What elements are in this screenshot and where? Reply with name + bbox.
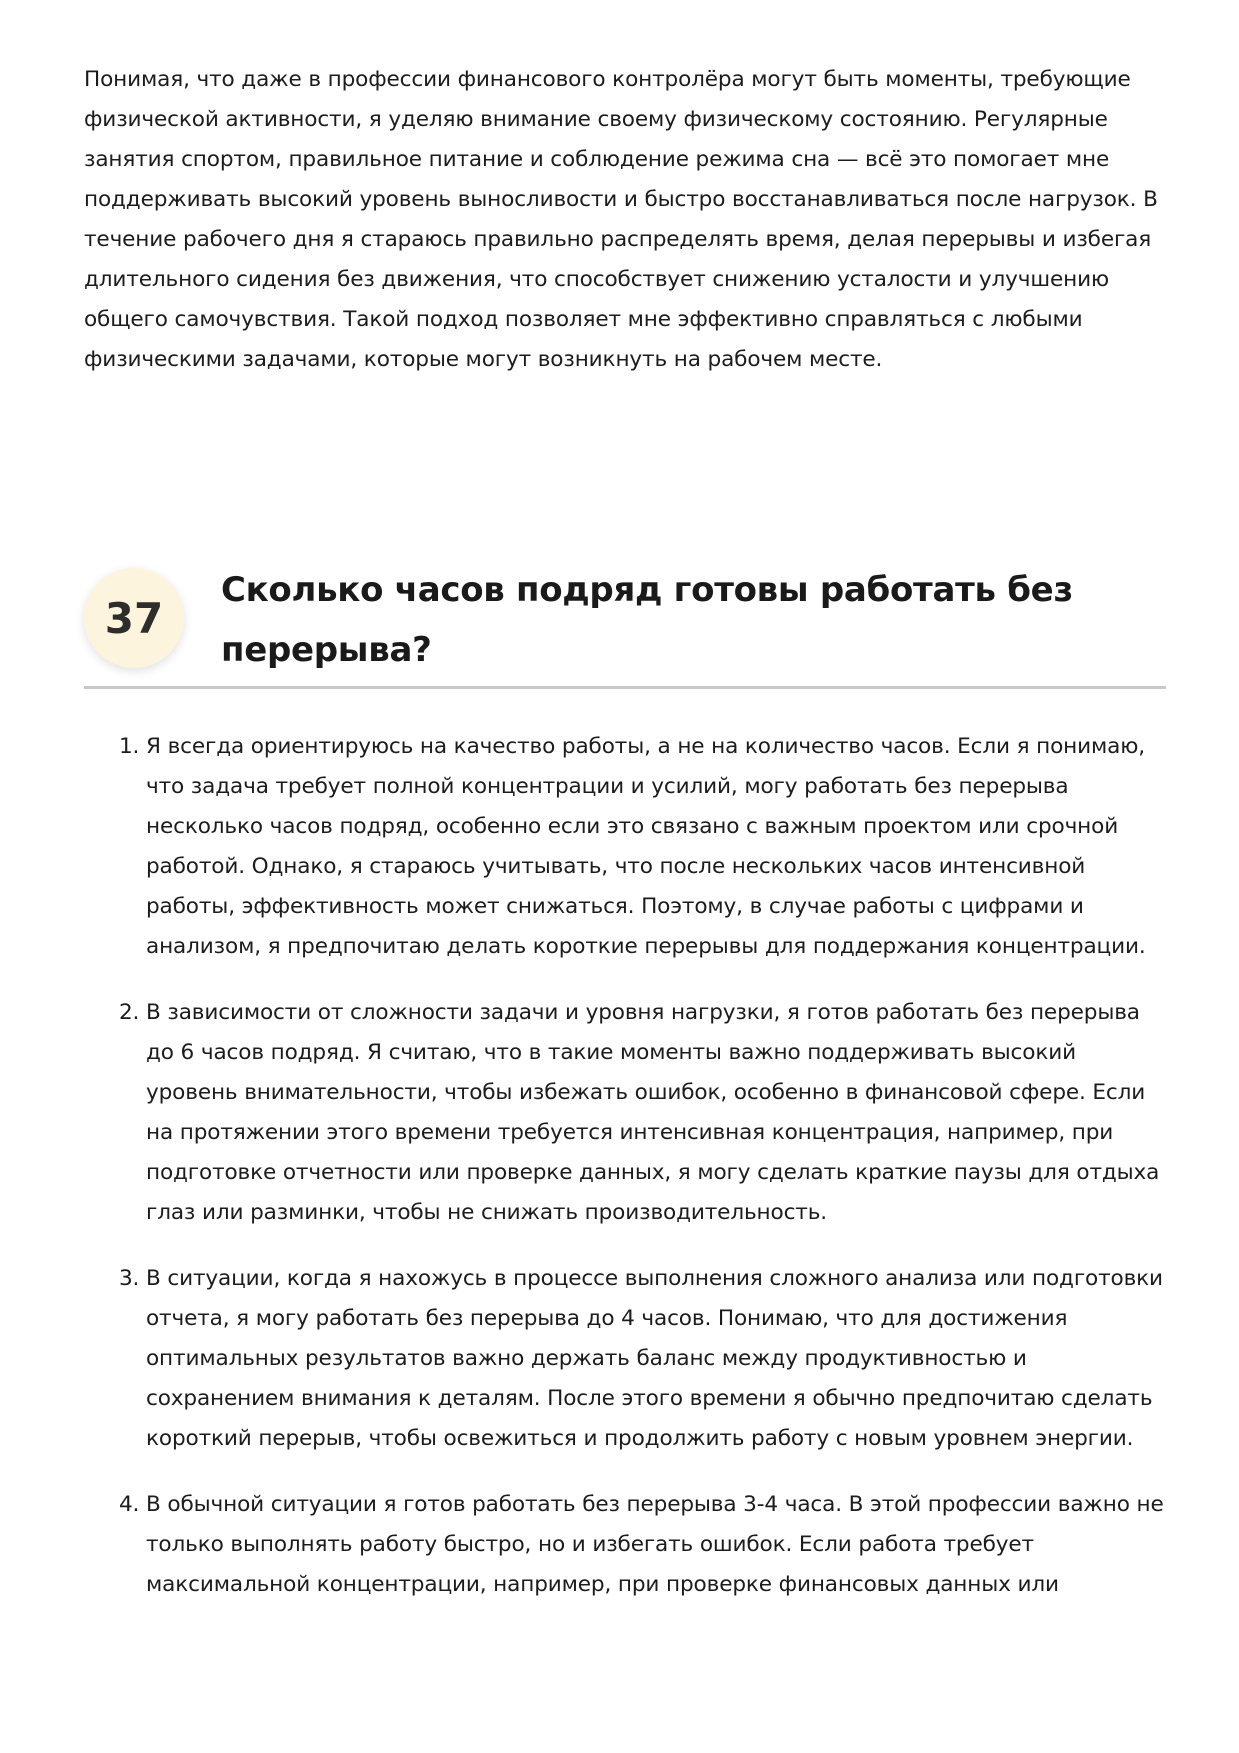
answer-item-4: 4. В обычной ситуации я готов работать без перерыва 3-4 часа. В этой профессии важно не только выполнять работу быстро, но и избегать ошибок. Если работа требует максимальной концентрации, например, при проверке финансовых данных или [146,1485,1166,1605]
answer-list [84,727,1166,1631]
answer-item-2: 2. В зависимости от сложности задачи и уровня нагрузки, я готов работать без перерыва до 6 часов подряд. Я считаю, что в такие моменты важно поддерживать высокий уровень внимательности, чтобы избежать ошибок, особенно в финансовой сфере. Если на протяжении этого времени требуется интенсивная концентрация, например, при подготовке отчетности или проверке данных, я могу сделать краткие паузы для отдыха глаз или разминки, чтобы не снижать производительность. [146,993,1166,1233]
answer-item-1: 1. Я всегда ориентируюсь на качество работы, а не на количество часов. Если я понимаю, что задача требует полной концентрации и усилий, могу работать без перерыва несколько часов подряд, особенно если это связано с важным проектом или срочной работой. Однако, я стараюсь учитывать, что после нескольких часов интенсивной работы, эффективность может снижаться. Поэтому, в случае работы с цифрами и анализом, я предпочитаю делать короткие перерывы для поддержания концентрации. [146,727,1166,967]
answer-item-3: 3. В ситуации, когда я нахожусь в процессе выполнения сложного анализа или подготовки отчета, я могу работать без перерыва до 4 часов. Понимаю, что для достижения оптимальных результатов важно держать баланс между продуктивностью и сохранением внимания к деталям. После этого времени я обычно предпочитаю сделать короткий перерыв, чтобы освежиться и продолжить работу с новым уровнем энергии. [146,1259,1166,1459]
intro-paragraph: Понимая, что даже в профессии финансового контролёра могут быть моменты, требующие физической активности, я уделяю внимание своему физическому состоянию. Регулярные занятия спортом, правильное питание и соблюдение режима сна — всё это помогает мне поддерживать высокий уровень выносливости и быстро восстанавливаться после нагрузок. В течение рабочего дня я стараюсь правильно распределять время, делая перерывы и избегая длительного сидения без движения, что способствует снижению усталости и улучшению общего самочувствия. Такой подход позволяет мне эффективно справляться с любыми физическими задачами, которые могут возникнуть на рабочем месте. [84,67,1158,372]
question-number-badge: 37 [84,568,184,668]
divider [84,686,1166,689]
question-title: Сколько часов подряд готовы работать без перерыва? [221,570,1073,670]
